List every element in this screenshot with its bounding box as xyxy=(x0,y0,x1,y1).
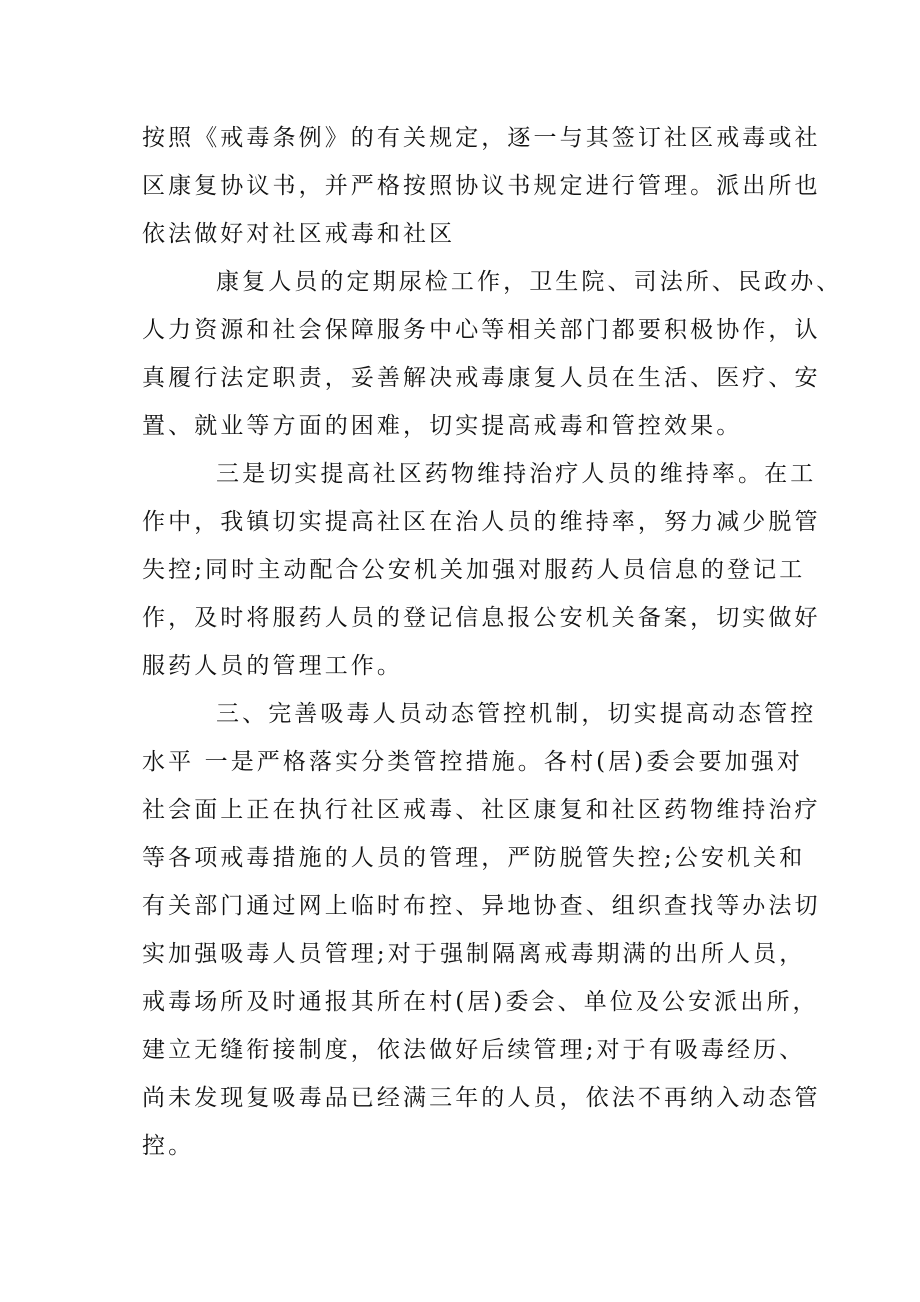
paragraph-line: 实加强吸毒人员管理;对于强制隔离戒毒期满的出所人员， xyxy=(142,941,806,967)
paragraph-line: 真履行法定职责，妥善解决戒毒康复人员在生活、医疗、安 xyxy=(142,365,821,391)
paragraph-line: 康复人员的定期尿检工作，卫生院、司法所、民政办、 xyxy=(216,269,843,295)
paragraph-line: 失控;同时主动配合公安机关加强对服药人员信息的登记工 xyxy=(142,557,806,583)
paragraph-2 xyxy=(142,258,843,450)
paragraph-line: 有关部门通过网上临时布控、异地协查、组织查找等办法切 xyxy=(142,893,821,919)
paragraph-line: 作，及时将服药人员的登记信息报公安机关备案，切实做好 xyxy=(142,605,821,631)
paragraph-line: 尚未发现复吸毒品已经满三年的人员，依法不再纳入动态管 xyxy=(142,1085,821,1111)
paragraph-line: 三、完善吸毒人员动态管控机制，切实提高动态管控 xyxy=(216,701,817,727)
paragraph-3 xyxy=(142,450,821,690)
paragraph-line: 建立无缝衔接制度，依法做好后续管理;对于有吸毒经历、 xyxy=(142,1037,806,1063)
paragraph-line: 依法做好对社区戒毒和社区 xyxy=(142,221,456,247)
paragraph-line: 人力资源和社会保障服务中心等相关部门都要积极协作，认 xyxy=(142,317,821,343)
paragraph-line: 水平 一是严格落实分类管控措施。各村(居)委会要加强对 xyxy=(142,749,803,775)
paragraph-line: 按照《戒毒条例》的有关规定，逐一与其签订社区戒毒或社 xyxy=(142,125,821,151)
paragraph-line: 控。 xyxy=(142,1133,195,1159)
paragraph-line: 三是切实提高社区药物维持治疗人员的维持率。在工 xyxy=(216,461,817,487)
paragraph-line: 置、就业等方面的困难，切实提高戒毒和管控效果。 xyxy=(142,413,743,439)
paragraph-line: 社会面上正在执行社区戒毒、社区康复和社区药物维持治疗 xyxy=(142,797,821,823)
paragraph-line: 服药人员的管理工作。 xyxy=(142,653,403,679)
paragraph-line: 区康复协议书，并严格按照协议书规定进行管理。派出所也 xyxy=(142,173,821,199)
paragraph-1 xyxy=(142,114,821,258)
paragraph-line: 作中，我镇切实提高社区在治人员的维持率，努力减少脱管 xyxy=(142,509,821,535)
paragraph-line: 戒毒场所及时通报其所在村(居)委会、单位及公安派出所， xyxy=(142,989,819,1015)
paragraph-4 xyxy=(142,690,821,1170)
paragraph-line: 等各项戒毒措施的人员的管理，严防脱管失控;公安机关和 xyxy=(142,845,806,871)
